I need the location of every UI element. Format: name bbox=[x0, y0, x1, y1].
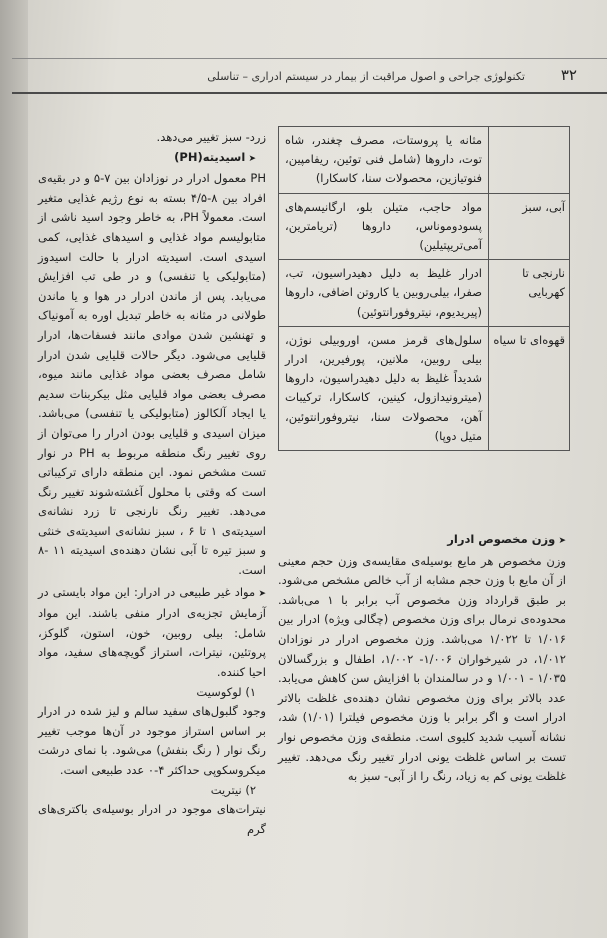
right-column bbox=[278, 530, 566, 787]
ph-paragraph: PH معمول ادرار در نوزادان بین ۷-۵ و در بقیه‌ی افراد بین ۸-۴/۵ بسته به نوع رژیم غذایی متغیر است. معمولاً PH، به خاطر وجود اسید ناشی از متابولیسم مواد غذایی و اسیدهای غذایی، کمی اسیدی است. اسیدیته ادرار با حالت اسیدوز (متابولیکی یا تنفسی) و در طی تب افزایش می‌یابد. پس از ماندن ادرار در هوا و یا ماندن طولانی در مثانه به خاطر تبدیل اوره به آمونیاک و تهنشین شدن موادی مانند فسفات‌ها، ادرار قلیایی می‌شود. دیگر حالات قلیایی شدن ادرار شامل مصرف بعضی مواد غذایی مانند میوه، مصرف بعضی مواد قلیایی مثل بیکربنات سدیم یا ایجاد آلکالوز (متابولیکی یا تنفسی) می‌باشد. میزان اسیدی و قلیایی بودن ادرار را می‌توان از روی تغییر رنگ منطقه مربوط به PH در نوار تست مشخص نمود. این منطقه دارای ترکیباتی است که وقتی با محلول آغشته‌شوند تغییر رنگ می‌دهد. تغییر رنگ نارنجی تا زرد نشانه‌ی اسیدیته‌ی ۱ تا ۶ ، سبز نشانه‌ی اسیدیته‌ی خنثی و سبز تیره تا آبی نشان دهنده‌ی اسیدیته ۱۱ -۸ است. bbox=[38, 171, 267, 578]
ph-heading: ➤ اسیدیته(PH) bbox=[38, 148, 266, 170]
specific-gravity-heading: ➤ وزن مخصوص ادرار bbox=[278, 530, 566, 552]
table-cell-description: مثانه یا پروستات، مصرف چغندر، شاه توت، داروها (شامل فنی توئین، ریفامپین، فنوتیازین، محصولات سنا، کاسکارا) bbox=[285, 133, 482, 186]
running-title: تکنولوژی جراحی و اصول مراقبت از بیمار در سیستم ادراری – تناسلی bbox=[207, 70, 525, 83]
table-cell-description: سلول‌های قرمز مسن، اوروبیلی نوژن، بیلی روبین، ملانین، پورفیرین، ادرار شدیداً غلیظ به دلیل دهیدراسیون، داروها (میترونیدازول، کینین، کاسکارا، ترکیبات آهن، محصولات سنا، نیتروفورانتوئین، متیل دوپا) bbox=[285, 332, 482, 443]
book-spine-shadow bbox=[0, 0, 28, 938]
table-cell-color bbox=[488, 127, 569, 193]
page-number: ۳۲ bbox=[560, 66, 577, 84]
table-cell-color: نارنجی تا کهربایی bbox=[488, 260, 569, 326]
leukocyte-heading: ۱) لوکوسیت bbox=[196, 684, 256, 699]
table-row bbox=[279, 193, 569, 260]
intro-line: زرد- سبز تغییر می‌دهد. bbox=[156, 130, 266, 144]
specific-gravity-paragraph: وزن مخصوص هر مایع بوسیله‌ی مقایسه‌ی وزن حجم معینی از آن مایع با وزن حجم مشابه از آب خالص مشخص می‌شود. بر طبق قرارداد وزن مخصوص آب برابر با ۱ می‌باشد. محدوده‌ی نرمال برای وزن مخصوص (چگالی ویژه) ادرار بین ۱/۰۱۶ تا ۱/۰۲۲ می‌باشد. وزن مخصوص ادرار در نوزادان ۱/۰۱۲، در شیرخواران ۱/۰۰۶- ۱/۰۰۲، اطفال و بزرگسالان ۱/۰۳۵ - ۱/۰۰۱ و در سالمندان با افزایش سن کاهش می‌یابد. عدد بالاتر برای وزن مخصوص نشان دهنده‌ی غلظت بالاتر ادرار است و اگر برابر با وزن مخصوص فیلترا (۱/۰۱) شد، نشانه آسیب شدید کلیوی است. منطقه‌ی وزن مخصوص نوار تست بر اساس غلظت یونی ادرار تغییر رنگ می‌دهد. تغییر غلظت یونی کم به زیاد، رنگ را از آبی- سبز به bbox=[278, 553, 567, 784]
header-rule bbox=[12, 92, 607, 94]
header-top-rule bbox=[12, 58, 607, 59]
table-row bbox=[279, 326, 569, 450]
nitrite-heading: ۲) نیتریت bbox=[210, 782, 256, 797]
nitrite-paragraph: نیترات‌های موجود در ادرار بوسیله‌ی باکتری‌های گرم bbox=[38, 802, 266, 836]
table-cell-description: ادرار غلیظ به دلیل دهیدراسیون، تب، صفرا، بیلی‌روبین یا کاروتن اضافی، داروها (پیریدیوم، نیتروفورانتوئین) bbox=[285, 266, 482, 319]
leukocyte-paragraph: وجود گلبول‌های سفید سالم و لیز شده در ادرار بر اساس استراز موجود در آن‌ها موجب تغییر رنگ نوار ( رنگ بنفش) می‌شود. با نمای درشت میکروسکوپی حداکثر ۴-۰ عدد طبیعی است. bbox=[38, 704, 266, 777]
table-row bbox=[279, 127, 569, 193]
table-cell-color: آبی، سبز bbox=[488, 194, 569, 260]
table-cell-description: مواد حاجب، متیلن بلو، ارگانیسم‌های پسودوموناس، داروها (تریامترین، آمی‌تریپتیلین) bbox=[285, 199, 482, 253]
left-column bbox=[38, 128, 266, 839]
table-row bbox=[279, 259, 569, 326]
table-cell-color: قهوه‌ای تا سیاه bbox=[488, 327, 569, 450]
urine-color-table bbox=[278, 126, 570, 451]
abnormal-substances-paragraph: ➤ مواد غیر طبیعی در ادرار: این مواد بایستی در آزمایش تجزیه‌ی ادرار منفی باشند. این مواد شامل: بیلی روبین، خون، استون، گلوکز، پروتئین، نیترات، استراز گویچه‌های سفید، مواد احیا کننده. bbox=[38, 583, 266, 683]
